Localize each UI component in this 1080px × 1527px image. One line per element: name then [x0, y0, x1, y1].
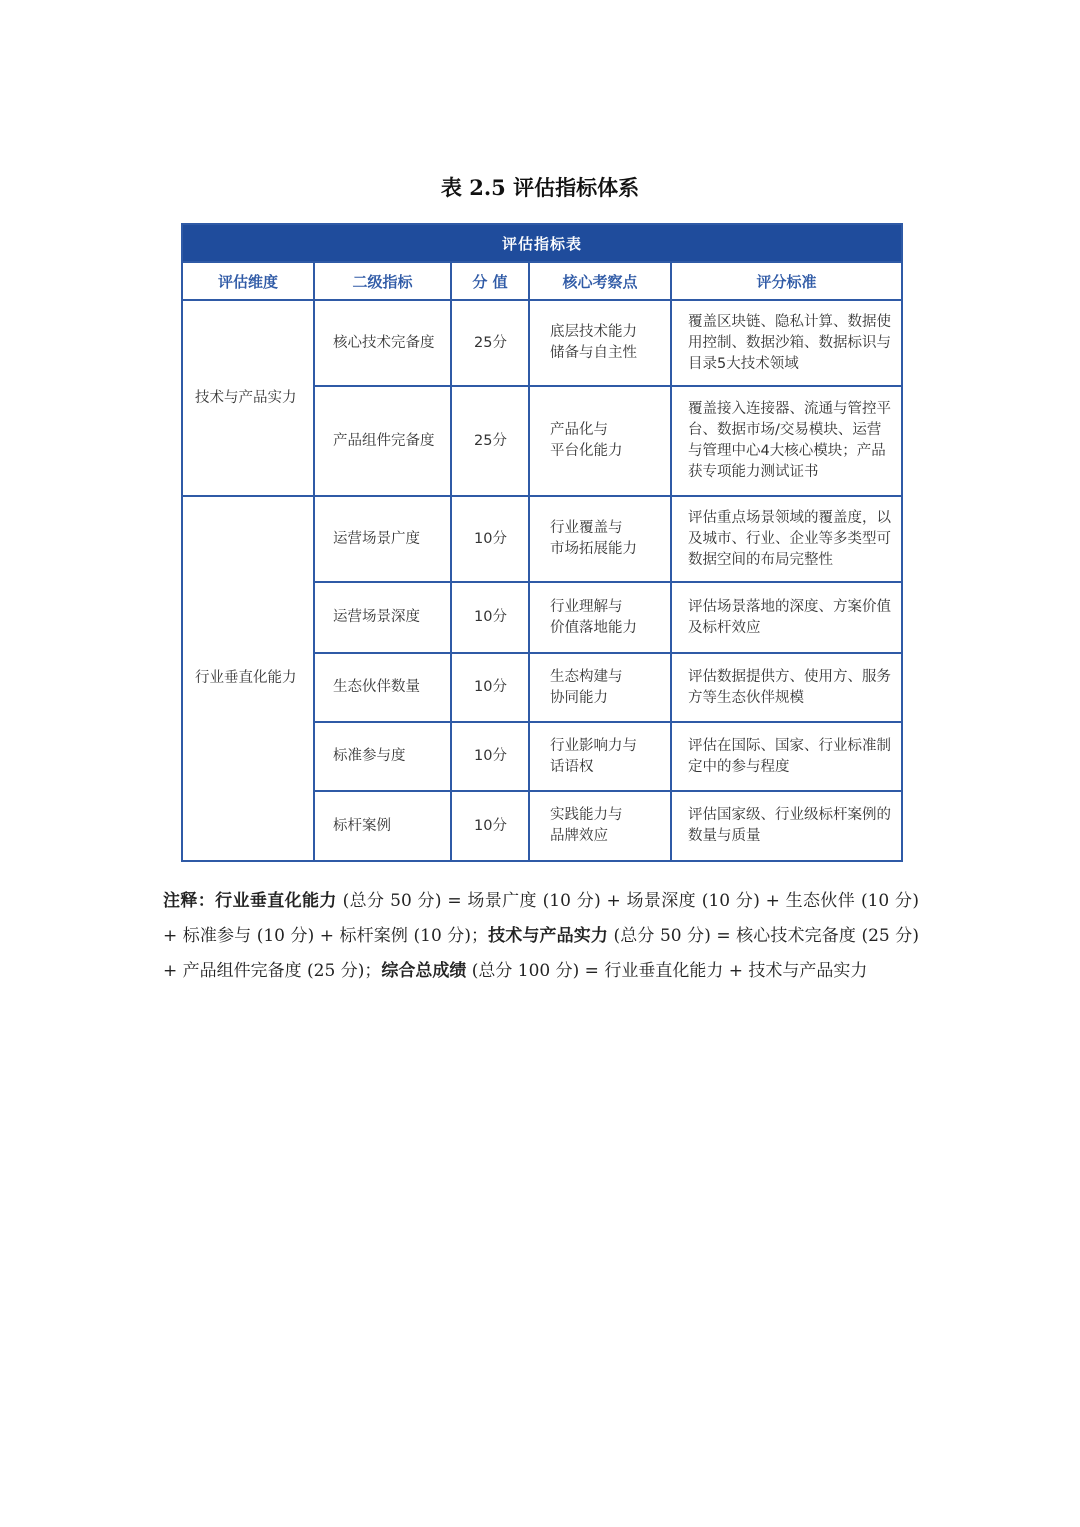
header-standard: 评分标准 — [671, 262, 902, 300]
score-cell: 25分 — [451, 386, 529, 496]
core-cell: 实践能力与 品牌效应 — [529, 791, 671, 861]
header-score: 分 值 — [451, 262, 529, 300]
dimension-cell: 技术与产品实力 — [182, 300, 314, 496]
score-cell: 10分 — [451, 722, 529, 791]
note-formula-vertical: (总分 50 分) = 场景广度 (10 分) + 场景深度 (10 分) + 生态伙伴 (10 分) + 标准参与 (10 分) + 标杆案例 (10 分)； — [163, 891, 920, 946]
note-term-tech: 技术与产品实力 — [488, 926, 608, 946]
standard-cell: 覆盖区块链、隐私计算、数据使用控制、数据沙箱、数据标识与目录5大技术领域 — [671, 300, 902, 386]
indicator-cell: 运营场景广度 — [314, 496, 451, 582]
core-cell: 底层技术能力 储备与自主性 — [529, 300, 671, 386]
indicator-cell: 核心技术完备度 — [314, 300, 451, 386]
evaluation-table — [181, 223, 901, 862]
table-row — [182, 300, 902, 386]
indicator-cell: 标杆案例 — [314, 791, 451, 861]
note-term-total: 综合总成绩 — [381, 961, 467, 981]
note-term-vertical: 行业垂直化能力 — [215, 891, 337, 911]
indicator-cell: 运营场景深度 — [314, 582, 451, 653]
core-cell: 产品化与 平台化能力 — [529, 386, 671, 496]
core-cell: 行业覆盖与 市场拓展能力 — [529, 496, 671, 582]
core-cell: 生态构建与 协同能力 — [529, 653, 671, 722]
standard-cell: 评估场景落地的深度、方案价值及标杆效应 — [671, 582, 902, 653]
standard-cell: 评估数据提供方、使用方、服务方等生态伙伴规模 — [671, 653, 902, 722]
note-label: 注释： — [163, 891, 216, 911]
table-row — [182, 496, 902, 582]
score-cell: 10分 — [451, 496, 529, 582]
indicator-cell: 标准参与度 — [314, 722, 451, 791]
header-dimension: 评估维度 — [182, 262, 314, 300]
core-cell: 行业理解与 价值落地能力 — [529, 582, 671, 653]
indicator-cell: 产品组件完备度 — [314, 386, 451, 496]
note-formula-tech: (总分 50 分) = 核心技术完备度 (25 分) + 产品组件完备度 (25 分)； — [163, 926, 919, 981]
score-cell: 10分 — [451, 582, 529, 653]
score-cell: 10分 — [451, 791, 529, 861]
header-indicator: 二级指标 — [314, 262, 451, 300]
score-cell: 25分 — [451, 300, 529, 386]
standard-cell: 评估国家级、行业级标杆案例的数量与质量 — [671, 791, 902, 861]
standard-cell: 评估重点场景领域的覆盖度，以及城市、行业、企业等多类型可数据空间的布局完整性 — [671, 496, 902, 582]
standard-cell: 评估在国际、国家、行业标准制定中的参与程度 — [671, 722, 902, 791]
table-banner: 评估指标表 — [182, 224, 902, 262]
table-note — [163, 884, 919, 989]
score-cell: 10分 — [451, 653, 529, 722]
core-cell: 行业影响力与 话语权 — [529, 722, 671, 791]
dimension-cell: 行业垂直化能力 — [182, 496, 314, 861]
header-core: 核心考察点 — [529, 262, 671, 300]
standard-cell: 覆盖接入连接器、流通与管控平台、数据市场/交易模块、运营与管理中心4大核心模块；产品获专项能力测试证书 — [671, 386, 902, 496]
table-caption: 表 2.5 评估指标体系 — [440, 175, 640, 200]
note-formula-total: (总分 100 分) = 行业垂直化能力 + 技术与产品实力 — [466, 961, 868, 981]
indicator-cell: 生态伙伴数量 — [314, 653, 451, 722]
